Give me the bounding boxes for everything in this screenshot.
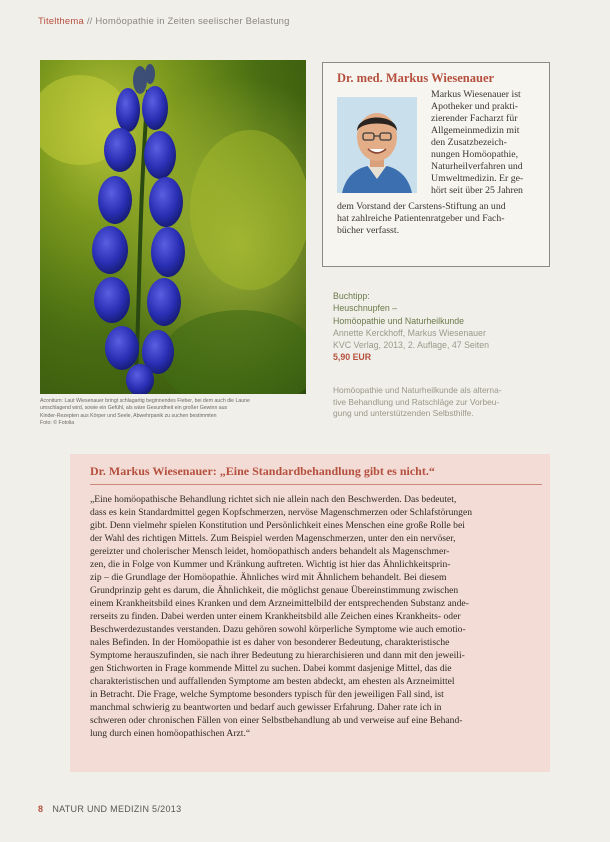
booktip-label: Buchtipp: [333,291,370,301]
bio-line: den Zusatzbezeich- [431,137,507,148]
interview-line: Grundprinzip geht es darum, die Ähnlichkeit, die möglichst genaue Übereinstimmung zwischen [90,585,459,596]
bio-line: zierender Facharzt für [431,113,518,124]
interview-line: zip – die Grundlage der Homöopathie. Ähnliches wird mit Ähnlichem behandelt. Bei diesem [90,572,447,583]
interview-title: Dr. Markus Wiesenauer: „Eine Standardbehandlung gibt es nicht.“ [90,464,435,478]
interview-line: nales Befinden. In der Homöopathie ist es daher von besonderer Bedeutung, charakteristische [90,637,450,648]
author-portrait [337,97,417,193]
interview-line: „Eine homöopathische Behandlung richtet sich nie allein nach den Beschwerden. Das bedeutet, [90,494,457,505]
book-tip [333,290,563,364]
blurb-line: gung und unterstützenden Selbsthilfe. [333,408,474,418]
blurb-line: Homöopathie und Naturheilkunde als alterna- [333,385,502,395]
interview-line: rerseits zu finden. Dabei werden unter einem Krankheitsbild alle Zeichen eines Krankheits- oder [90,611,461,622]
booktip-authors: Annette Kerckhoff, Markus Wiesenauer [333,327,486,338]
interview-line: schweren oder chronischen Fällen von einer Selbstbehandlung ab und verweise auf eine Behand- [90,715,463,726]
booktip-price: 5,90 EUR [333,352,372,363]
bio-line: Markus Wiesenauer ist [431,89,521,100]
kicker-accent: Titelthema [38,16,84,27]
booktip-publisher: KVC Verlag, 2013, 2. Auflage, 47 Seiten [333,340,490,351]
bio-line: hat zahlreiche Patientenratgeber und Fach- [337,213,505,224]
interview-line: Beschwerdezustandes verstanden. Dazu gehören sowohl körperliche Symptome wie auch emotio- [90,624,466,635]
blurb-line: tive Behandlung und Ratschläge zur Vorbeu- [333,396,500,407]
bio-line: dem Vorstand der Carstens-Stiftung an und [337,201,506,212]
interview-line: der Wahl des richtigen Mittels. Zum Beispiel werden Magenschmerzen, unter den ein nervöser, [90,533,456,544]
interview-line: in Betracht. Die Frage, welche Symptome besonders typisch für den jeweiligen Fall sind, ist [90,689,444,700]
interview-line: zen, die in Folge von Kummer und Kränkung auftreten. Wichtig ist hier das Ähnlichkeitsprin- [90,559,451,570]
interview-line: gibt. Denn vielmehr spielen Konstitution und Persönlichkeit eines Menschen eine große Rolle bei [90,520,465,531]
title-divider [90,484,542,485]
bio-line: hört seit über 25 Jahren [431,185,523,196]
caption-line: Kinder-Rezepten aus Körper und Seele, Abwehrpanik zu suchen bestimmten [40,412,217,419]
caption-line: Aconitum: Laut Wiesenauer bringt schlagartig beginnendes Fieber, bei dem auch die Laune [40,398,250,404]
bio-line: Umweltmedizin. Er ge- [431,173,524,184]
interview-line: Symptome herauszufinden, sie nach ihrer Bedeutung zu hierarchisieren und dann mit den jeweili- [90,650,465,661]
interview-line: lung durch einen homöopathischen Arzt.“ [90,728,251,739]
book-blurb [333,385,553,420]
bio-line: Apotheker und prakti- [431,101,519,112]
author-box [322,62,550,267]
section-kicker [38,16,290,27]
interview-line: charakteristischen und auffallenden Symptome am besten abdeckt, am ehesten als Arzneimittel [90,676,455,687]
magazine-issue: NATUR UND MEDIZIN 5/2013 [52,804,182,814]
interview-line: einem Krankheitsbild eines Kranken und dem Arzneimittelbild der entsprechenden Substanz ande- [90,598,469,609]
bio-line: Naturheilverfahren und [431,161,523,172]
page-footer [38,804,181,814]
booktip-subtitle: Homöopathie und Naturheilkunde [333,315,465,326]
interview-line: gen Stichworten in Frage kommende Mittel zu suchen. Dabei kommt dasjenige Mittel, das die [90,663,452,674]
bio-line: Allgemeinmedizin mit [431,125,520,136]
bio-line: nungen Homöopathie, [431,149,519,160]
booktip-title: Heuschnupfen – [333,303,398,314]
interview-line: dass es kein Standardmittel gegen Kopfschmerzen, nervöse Magenschmerzen oder Schlafstörungen [90,507,473,518]
photo-caption [40,398,306,427]
interview-line: manchmal schwierig zu beantworten und bedarf auch gewisser Erfahrung. Daher rate ich in [90,702,442,713]
interview-line: gereizter und cholerischer Mensch leidet, homöopathisch anders behandelt als Magenschmer- [90,546,450,557]
portrait-illustration [337,97,417,193]
kicker-rest: // Homöopathie in Zeiten seelischer Belastung [84,16,290,27]
flower-illustration [40,60,306,394]
page-number: 8 [38,804,44,814]
author-name: Dr. med. Markus Wiesenauer [337,71,495,85]
caption-line: umschlagend wird, sowie ein Gefühl, als wäre Gesundheit ein großer Gewinn aus [40,405,228,412]
aconitum-photo [40,60,306,394]
interview-box [70,454,550,772]
caption-credit: Foto: © Fotolia [40,419,75,426]
bio-line: bücher verfasst. [337,225,400,236]
